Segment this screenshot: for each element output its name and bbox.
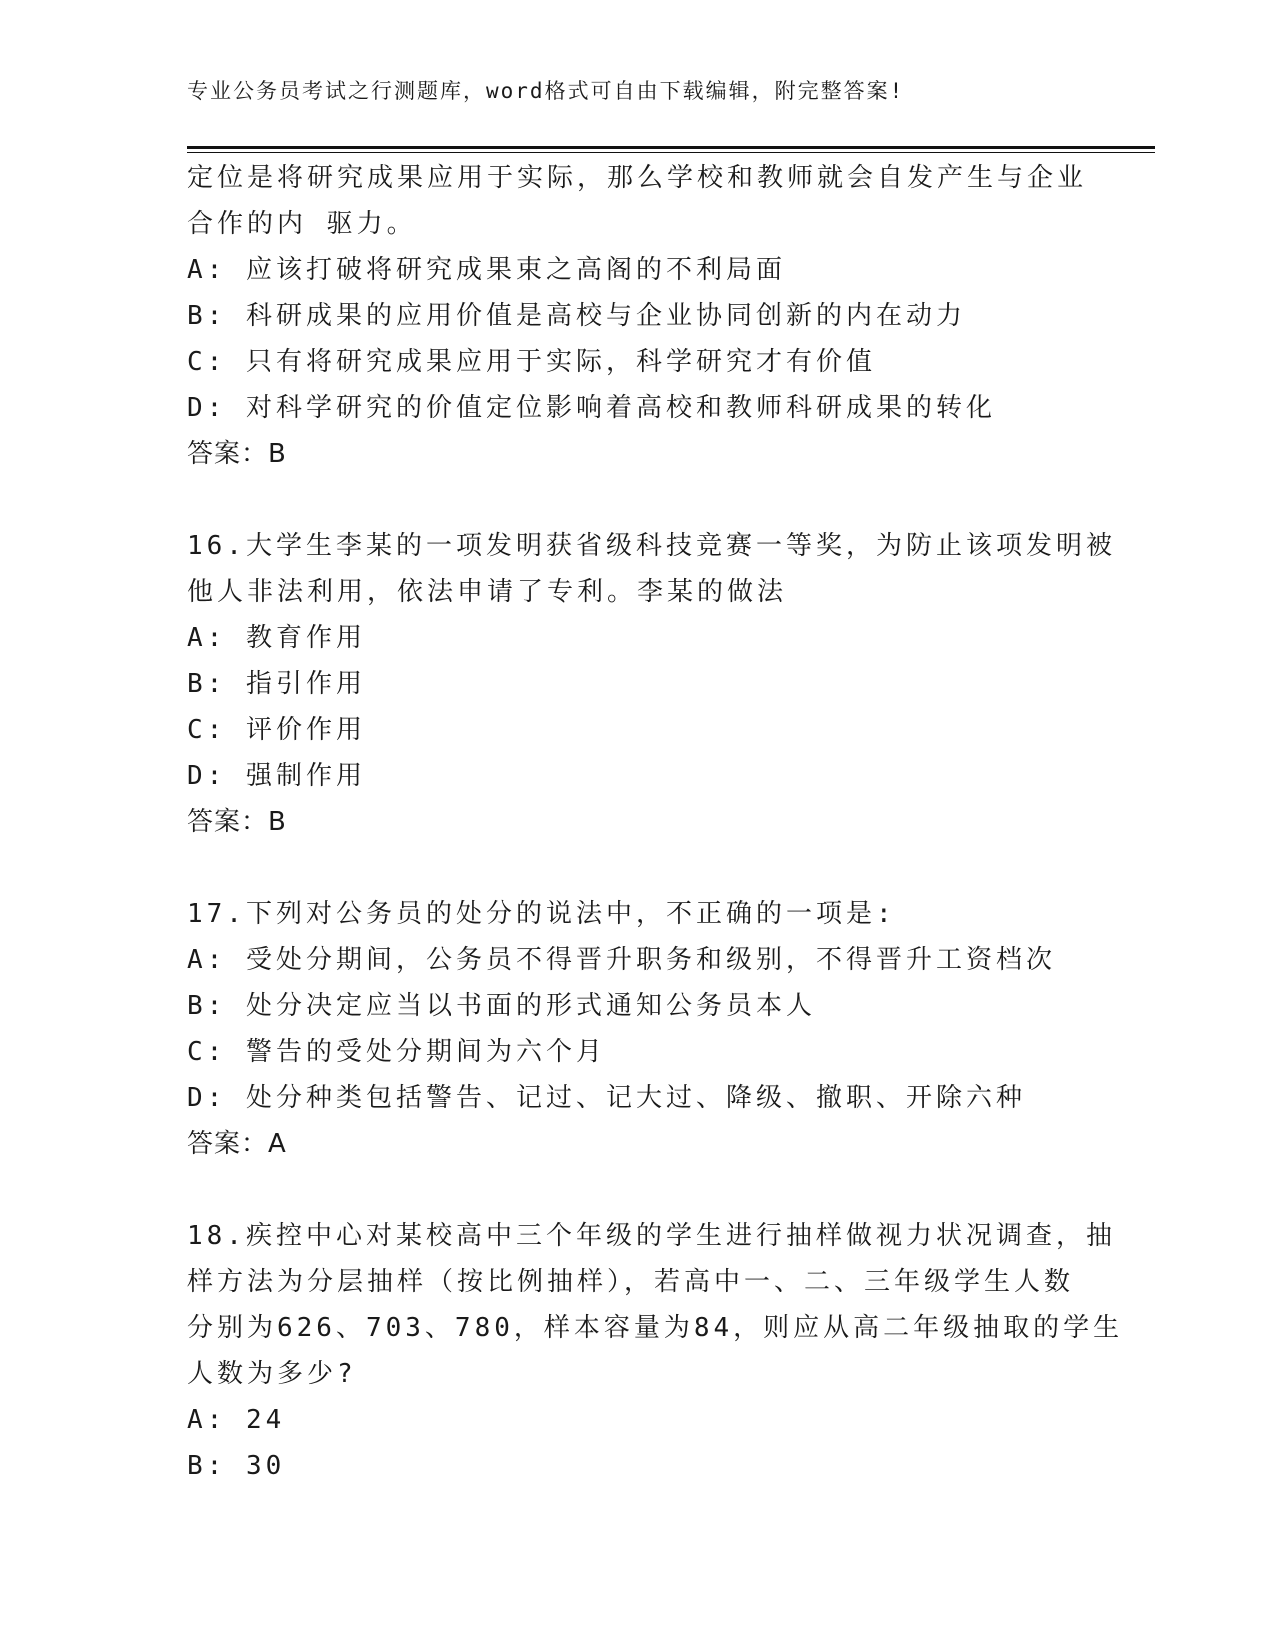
question-text-line: 他人非法利用，依法申请了专利。李某的做法 [187,577,788,607]
question-text-line: 定位是将研究成果应用于实际，那么学校和教师就会自发产生与企业 [187,163,1088,193]
option-c: C: 评价作用 [187,715,366,745]
option-c: C: 只有将研究成果应用于实际，科学研究才有价值 [187,347,876,377]
option-c: C: 警告的受处分期间为六个月 [187,1037,606,1067]
question-block [187,155,1087,477]
option-b: B: 指引作用 [187,669,366,699]
question-text-line: 分别为626、703、780，样本容量为84，则应从高二年级抽取的学生 [187,1313,1124,1343]
page-header: 专业公务员考试之行测题库，word格式可自由下载编辑，附完整答案! [187,79,905,103]
question-text-line: 合作的内 驱力。 [187,209,417,239]
option-a: A: 应该打破将研究成果束之高阁的不利局面 [187,255,786,285]
question-block [187,523,1116,845]
question-text-line: 18.疾控中心对某校高中三个年级的学生进行抽样做视力状况调查，抽 [187,1221,1116,1251]
option-d: D: 对科学研究的价值定位影响着高校和教师科研成果的转化 [187,393,996,423]
option-a: A: 24 [187,1405,286,1435]
option-d: D: 强制作用 [187,761,366,791]
question-block [187,891,1087,1167]
option-a: A: 受处分期间，公务员不得晋升职务和级别，不得晋升工资档次 [187,945,1056,975]
question-text-line: 16.大学生李某的一项发明获省级科技竞赛一等奖，为防止该项发明被 [187,531,1116,561]
spacer [187,845,1087,891]
question-text-line: 样方法为分层抽样（按比例抽样），若高中一、二、三年级学生人数 [187,1267,1075,1297]
option-a: A: 教育作用 [187,623,366,653]
spacer [187,1167,1087,1213]
answer-line: 答案：B [187,439,287,469]
answer-line: 答案：A [187,1129,287,1159]
option-d: D: 处分种类包括警告、记过、记大过、降级、撤职、开除六种 [187,1083,1026,1113]
question-list [187,155,1124,1489]
option-b: B: 30 [187,1451,286,1481]
question-block [187,1213,1124,1489]
header-rule-thick [187,146,1155,149]
header-rule-thin [187,152,1155,153]
option-b: B: 科研成果的应用价值是高校与企业协同创新的内在动力 [187,301,966,331]
spacer [187,477,1087,523]
question-text-line: 17.下列对公务员的处分的说法中，不正确的一项是: [187,899,896,929]
question-text-line: 人数为多少? [187,1359,357,1389]
option-b: B: 处分决定应当以书面的形式通知公务员本人 [187,991,816,1021]
answer-line: 答案：B [187,807,287,837]
